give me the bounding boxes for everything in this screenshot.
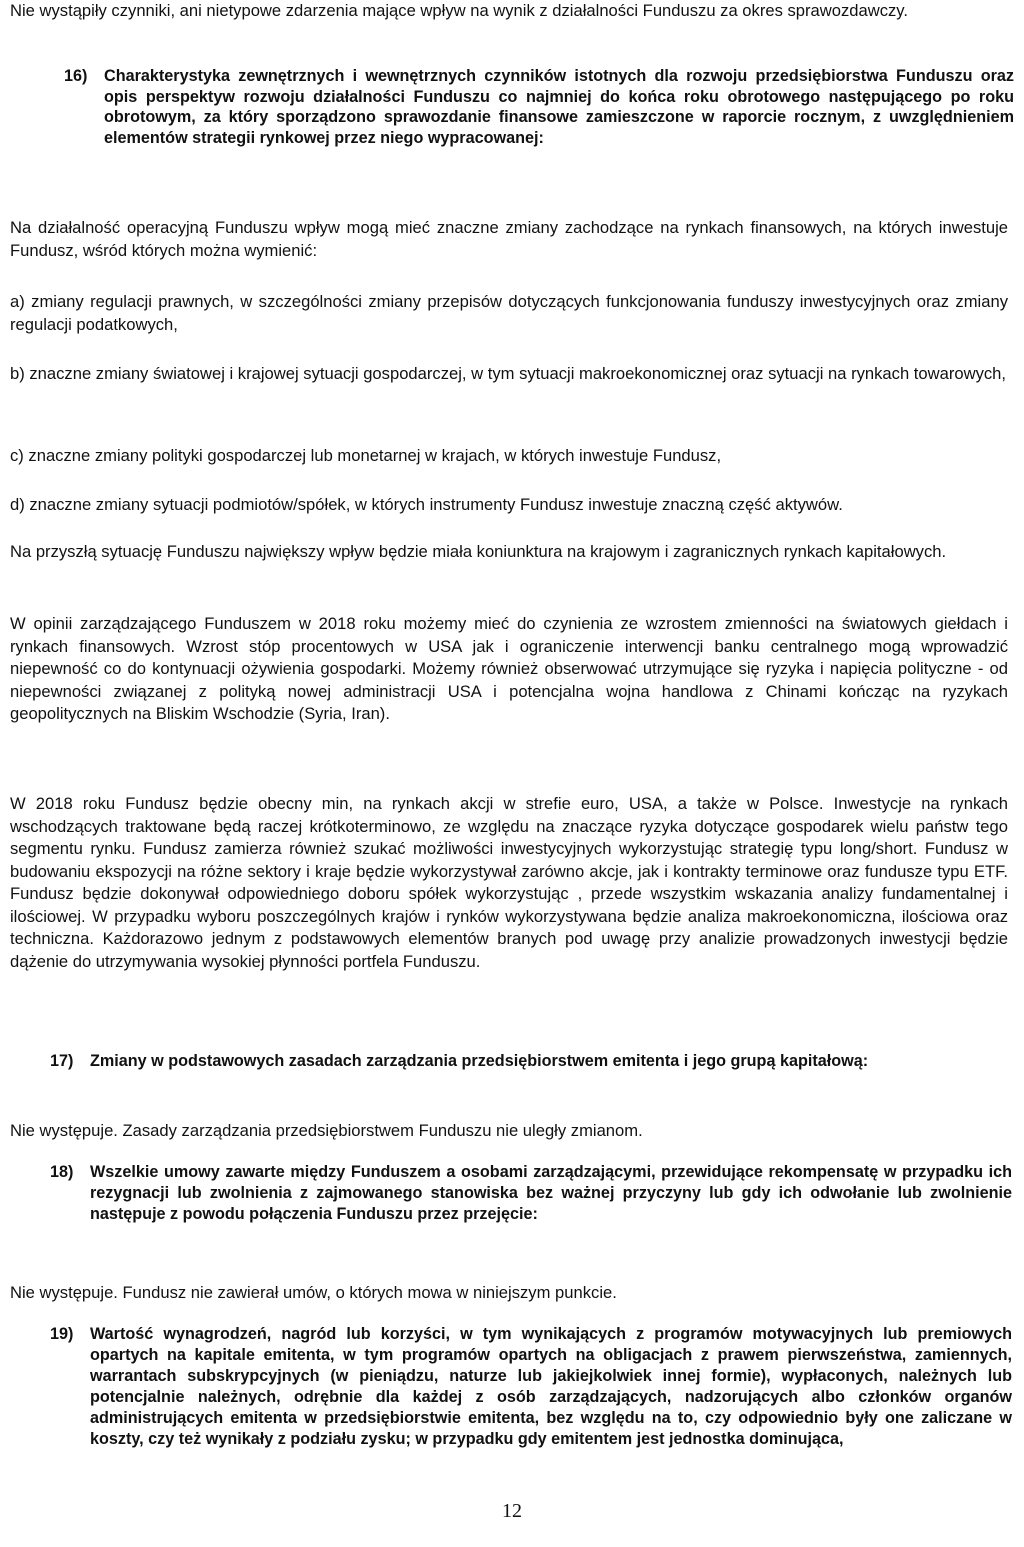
intro-paragraph: Nie wystąpiły czynniki, ani nietypowe zdarzenia mające wpływ na wynik z działalności Funduszu za okres sprawozdawczy.	[10, 1, 908, 20]
section-16-heading	[64, 66, 1014, 148]
outlook-paragraph: Na przyszłą sytuację Funduszu największy wpływ będzie miała koniunktura na krajowym i zagranicznych rynkach kapitałowych.	[10, 542, 947, 561]
section-17-number: 17)	[50, 1052, 74, 1070]
section-19-title: Wartość wynagrodzeń, nagród lub korzyści, w tym wynikających z programów motywacyjnych lub premiowych opartych na kapitale emitenta, w tym programów opartych na obligacjach z prawem pierwszeństwa, zamiennych, warrantach subskrypcyjnych (w pieniądzu, naturze lub jakiejkolwiek innej formie), wypłaconych, należnych lub potencjalnie należnych, odrębnie dla każdej z osób zarządzających, nadzorujących albo członków organów administrujących emitenta w przedsiębiorstwie emitenta, bez względu na to, czy odpowiednio były one zaliczane w koszty, czy też wynikały z podziału zysku; w przypadku gdy emitentem jest jednostka dominująca,	[90, 1325, 1012, 1448]
section-16-intro-paragraph: Na działalność operacyjną Funduszu wpływ mogą mieć znaczne zmiany zachodzące na rynkach finansowych, na których inwestuje Fundusz, wśród których można wymienić:	[10, 218, 1008, 260]
section-19-number: 19)	[50, 1325, 74, 1343]
section-19-heading	[50, 1324, 1012, 1450]
page-number: 12	[502, 1500, 522, 1522]
section-18-paragraph: Nie występuje. Fundusz nie zawierał umów, o których mowa w niniejszym punkcie.	[10, 1283, 617, 1302]
strategy-paragraph: W 2018 roku Fundusz będzie obecny min, na rynkach akcji w strefie euro, USA, a także w Polsce. Inwestycje na rynkach wschodzących traktowane będą raczej krótkoterminowo, ze względu na znaczące ryzyka dotyczące gospodarek wielu państw tego segmentu rynku. Fundusz zamierza również szukać możliwości inwestycyjnych wykorzystując strategię typu long/short. Fundusz w budowaniu ekspozycji na różne sektory i kraje będzie wykorzystywał zarówno akcje, jak i kontrakty terminowe oraz fundusze typu ETF. Fundusz będzie dokonywał odpowiedniego doboru spółek wykorzystując , przede wszystkim wskazania analizy fundamentalnej i ilościowej. W przypadku wyboru poszczególnych krajów i rynków wykorzystywana będzie analiza makroekonomiczna, ilościowa oraz techniczna. Każdorazowo jednym z podstawowych elementów branych pod uwagę przy analizie prowadzonych inwestycji będzie dążenie do utrzymywania wysokiej płynności portfela Funduszu.	[10, 794, 1008, 971]
section-16-title: Charakterystyka zewnętrznych i wewnętrznych czynników istotnych dla rozwoju przedsiębiorstwa Funduszu oraz opis perspektyw rozwoju działalności Funduszu co najmniej do końca roku obrotowego następującego po roku obrotowym, za który sporządzono sprawozdanie finansowe zamieszczone w raporcie rocznym, z uwzględnieniem elementów strategii rynkowej przez niego wypracowanej:	[104, 67, 1014, 147]
list-item-a: a) zmiany regulacji prawnych, w szczególności zmiany przepisów dotyczących funkcjonowania funduszy inwestycyjnych oraz zmiany regulacji podatkowych,	[10, 292, 1008, 334]
section-17-heading	[50, 1049, 1012, 1073]
section-17-title: Zmiany w podstawowych zasadach zarządzania przedsiębiorstwem emitenta i jego grupą kapitałową:	[90, 1052, 869, 1070]
list-item-c: c) znaczne zmiany polityki gospodarczej lub monetarnej w krajach, w których inwestuje Fundusz,	[10, 446, 722, 465]
section-16-number: 16)	[64, 67, 88, 85]
section-18-number: 18)	[50, 1163, 74, 1181]
list-item-b: b) znaczne zmiany światowej i krajowej sytuacji gospodarczej, w tym sytuacji makroekonomicznej oraz sytuacji na rynkach towarowych,	[10, 364, 1007, 383]
manager-opinion-paragraph: W opinii zarządzającego Funduszem w 2018 roku możemy mieć do czynienia ze wzrostem zmienności na światowych giełdach i rynkach finansowych. Wzrost stóp procentowych w USA jak i ograniczenie interwencji banku centralnego mogą wprowadzić niepewność co do kontynuacji ożywienia gospodarki. Możemy również obserwować utrzymujące się ryzyka i napięcia polityczne - od niepewności związanej z polityką nowej administracji USA i potencjalna wojna handlowa z Chinami kończąc na ryzykach geopolitycznych na Bliskim Wschodzie (Syria, Iran).	[10, 614, 1008, 723]
section-17-paragraph: Nie występuje. Zasady zarządzania przedsiębiorstwem Funduszu nie uległy zmianom.	[10, 1121, 643, 1140]
list-item-d: d) znaczne zmiany sytuacji podmiotów/spółek, w których instrumenty Fundusz inwestuje znaczną część aktywów.	[10, 495, 843, 514]
section-18-title: Wszelkie umowy zawarte między Funduszem a osobami zarządzającymi, przewidujące rekompensatę w przypadku ich rezygnacji lub zwolnienia z zajmowanego stanowiska bez ważnej przyczyny lub gdy ich odwołanie lub zwolnienie następuje z powodu połączenia Funduszu przez przejęcie:	[90, 1163, 1012, 1223]
section-18-heading	[50, 1162, 1012, 1225]
